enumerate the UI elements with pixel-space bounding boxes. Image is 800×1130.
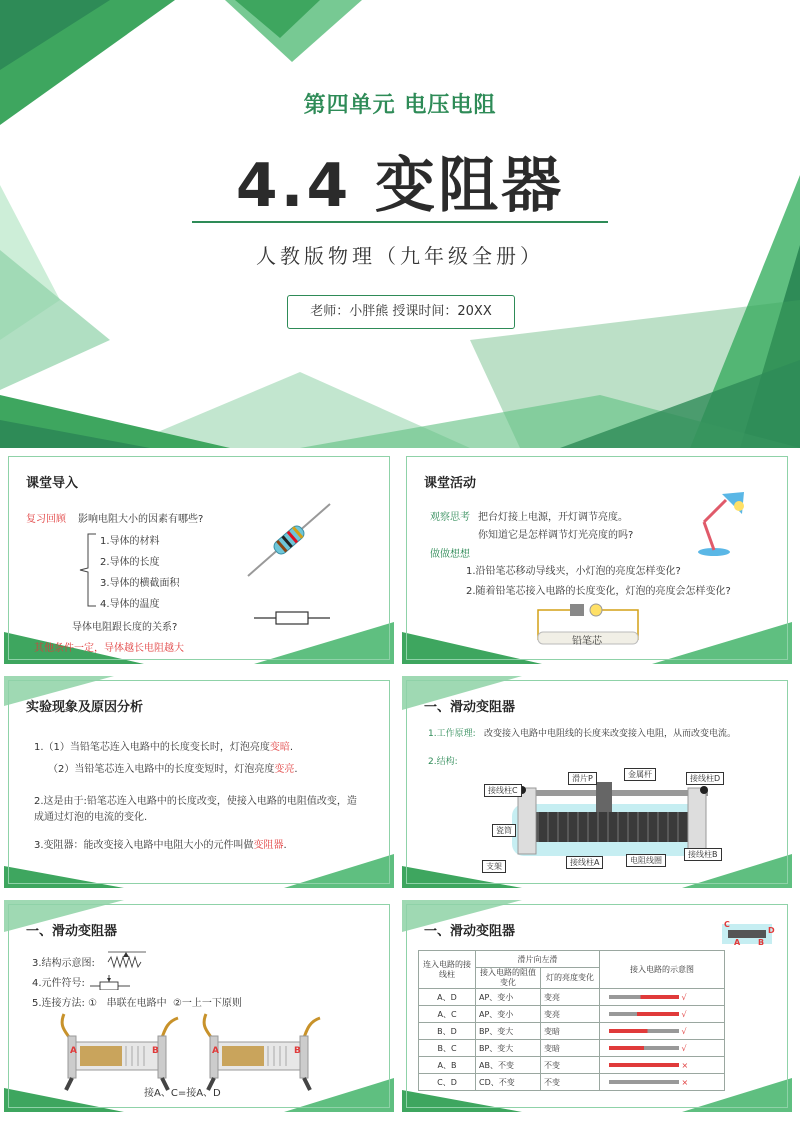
table-row: A、C AP、变小 变亮 √ [419,1006,725,1023]
callout-terminal-d: 接线柱D [686,772,724,785]
slide-heading: 课堂导入 [26,476,79,491]
principle-label: 1.工作原理: [428,729,476,739]
structure-label: 2.结构: [428,757,458,767]
observe-text: 你知道它是怎样调节灯光亮度的吗? [478,530,634,541]
resistor-symbol [252,608,332,628]
slide-analysis [4,676,394,888]
table-row: C、D CD、不变 不变 × [419,1074,725,1091]
factor-item: 4.导体的温度 [100,599,160,610]
callout-terminal-a: 接线柱A [566,856,603,869]
callout-stand: 支架 [482,860,506,873]
callout-slider-p: 滑片P [568,772,597,785]
observe-label: 观察思考 [430,512,470,523]
slide-heading: 一、滑动变阻器 [424,924,516,939]
activity-item: 1.沿铅笔芯移动导线夹，小灯泡的亮度怎样变化? [466,566,681,577]
thumbnail-tag: B [758,938,765,947]
lesson-title: 4.4 变阻器 [235,151,565,221]
slide-class-intro [4,452,394,664]
cover-background [0,0,800,448]
slide-heading: 实验现象及原因分析 [26,700,144,715]
table-row: B、D BP、变大 变暗 √ [419,1023,725,1040]
review-label: 复习回顾 [26,514,66,525]
slide-connection-table [402,900,792,1112]
table-row: A、D AP、变小 变亮 √ [419,989,725,1006]
slide-connection-method [4,900,394,1112]
thumbnail-tag: D [768,926,775,935]
slide-heading: 一、滑动变阻器 [424,700,516,715]
thumbnail-tag: C [724,920,730,929]
analysis-line: 3.变阻器：能改变接入电路中电阻大小的元件叫做变阻器. [34,840,287,851]
think-label: 做做想想 [430,549,470,560]
cover-slide [0,0,800,448]
connection-method: 5.连接方法: ① 串联在电路中 ②一上一下原则 [32,998,242,1009]
thumbnail-tag: A [734,938,741,947]
table-row: A、B AB、不变 不变 × [419,1057,725,1074]
terminal-tag-a: A [70,1046,77,1056]
slide-heading: 课堂活动 [424,476,477,491]
title-divider [192,221,608,223]
factor-item: 2.导体的长度 [100,557,160,568]
length-question: 导体电阻跟长度的关系? [72,622,178,633]
terminal-tag-b: B [294,1046,301,1056]
teacher-info: 老师：小胖熊 授课时间：20XX [287,295,515,329]
desk-lamp-image [692,488,752,558]
resistor-image [244,500,334,580]
callout-coil: 电阻线圈 [626,854,666,867]
header-diagram: 接入电路的示意图 [600,951,725,989]
analysis-line: 2.这是由于:铅笔芯连入电路中的长度改变，使接入电路的电阻值改变，造 [34,796,357,807]
callout-terminal-c: 接线柱C [484,784,522,797]
callout-porcelain-tube: 瓷筒 [492,824,516,837]
table-row: B、C BP、变大 变暗 √ [419,1040,725,1057]
slide-rheostat-structure [402,676,792,888]
terminal-tag-a: A [212,1046,219,1056]
rheostat-symbol [88,974,132,990]
connection-caption: 接A、C=接A、D [144,1088,221,1099]
factor-item: 1.导体的材料 [100,536,160,547]
callout-metal-rod: 金属杆 [624,768,656,781]
edition-subtitle: 人教版物理（九年级全册） [256,244,544,268]
structure-diagram-label: 3.结构示意图: [32,958,95,969]
terminal-tag-b: B [152,1046,159,1056]
principle-text: 改变接入电路中电阻线的长度来改变接入电阻，从而改变电流。 [484,729,737,739]
header-brightness: 灯的亮度变化 [541,968,600,989]
header-resistance: 接入电路的阻值变化 [476,968,541,989]
observe-text: 把台灯接上电源，开灯调节亮度。 [478,512,628,523]
symbol-label: 4.元件符号: [32,978,85,989]
analysis-line: （2）当铅笔芯连入电路中的长度变短时，灯泡亮度变亮. [48,764,298,775]
header-terminals: 连入电路的接线柱 [419,951,476,989]
factor-item: 3.导体的横截面积 [100,578,180,589]
analysis-line: 成通过灯泡的电流的变化. [34,812,148,823]
factors-brace [78,532,98,608]
structure-schematic [104,948,150,970]
activity-item: 2.随着铅笔芯接入电路的长度变化，灯泡的亮度会怎样变化? [466,586,731,597]
callout-terminal-b: 接线柱B [684,848,722,861]
unit-title: 第四单元 电压电阻 [303,93,497,118]
slide-class-activity [402,452,792,664]
review-question: 影响电阻大小的因素有哪些? [78,514,204,525]
slide-heading: 一、滑动变阻器 [26,924,118,939]
connection-table [418,950,725,1091]
header-slide-left: 滑片向左滑 [476,951,600,968]
pencil-label: 铅笔芯 [572,636,602,647]
analysis-line: 1.（1）当铅笔芯连入电路中的长度变长时，灯泡亮度变暗. [34,742,294,753]
conclusion-text: 其他条件一定，导体越长电阻越大 [34,643,184,654]
